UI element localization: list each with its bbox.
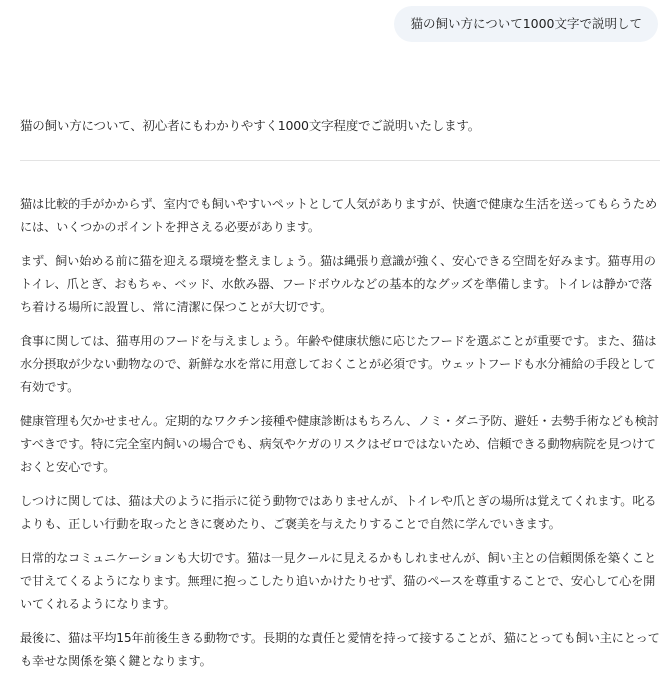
response-paragraph: 最後に、猫は平均15年前後生きる動物です。長期的な責任と愛情を持って接することが、猫にとっても飼い主にとっても幸せな関係を築く鍵となります。 bbox=[20, 631, 660, 668]
response-paragraph: まず、飼い始める前に猫を迎える環境を整えましょう。猫は縄張り意識が強く、安心できる空間を好みます。猫専用のトイレ、爪とぎ、おもちゃ、ベッド、水飲み器、フードボウルなどの基本的なグッズを準備します。トイレは静かで落ち着ける場所に設置し、常に清潔に保つことが大切です。 bbox=[20, 254, 656, 314]
response-paragraph: 健康管理も欠かせません。定期的なワクチン接種や健康診断はもちろん、ノミ・ダニ予防、避妊・去勢手術なども検討すべきです。特に完全室内飼いの場合でも、病気やケガのリスクはゼロではないため、信頼できる動物病院を見つけておくと安心です。 bbox=[20, 414, 659, 474]
user-message-bubble: 猫の飼い方について1000文字で説明して bbox=[394, 6, 658, 42]
assistant-response bbox=[20, 116, 660, 684]
response-body bbox=[20, 193, 660, 673]
user-message-row bbox=[394, 6, 658, 42]
response-paragraph: しつけに関しては、猫は犬のように指示に従う動物ではありませんが、トイレや爪とぎの場所は覚えてくれます。叱るよりも、正しい行動を取ったときに褒めたり、ご褒美を与えたりすることで自然に学んでいきます。 bbox=[20, 494, 657, 531]
response-intro: 猫の飼い方について、初心者にもわかりやすく1000文字程度でご説明いたします。 bbox=[20, 118, 481, 133]
response-paragraph: 食事に関しては、猫専用のフードを与えましょう。年齢や健康状態に応じたフードを選ぶことが重要です。また、猫は水分摂取が少ない動物なので、新鮮な水を常に用意しておくことが必須です。ウェットフードも水分補給の手段として有効です。 bbox=[20, 334, 657, 394]
response-paragraph: 猫は比較的手がかからず、室内でも飼いやすいペットとして人気がありますが、快適で健康な生活を送ってもらうためには、いくつかのポイントを押さえる必要があります。 bbox=[20, 197, 658, 234]
divider bbox=[20, 160, 660, 161]
response-paragraph: 日常的なコミュニケーションも大切です。猫は一見クールに見えるかもしれませんが、飼い主との信頼関係を築くことで甘えてくるようになります。無理に抱っこしたり追いかけたりせず、猫のペースを尊重することで、安心して心を開いてくれるようになります。 bbox=[20, 551, 657, 611]
